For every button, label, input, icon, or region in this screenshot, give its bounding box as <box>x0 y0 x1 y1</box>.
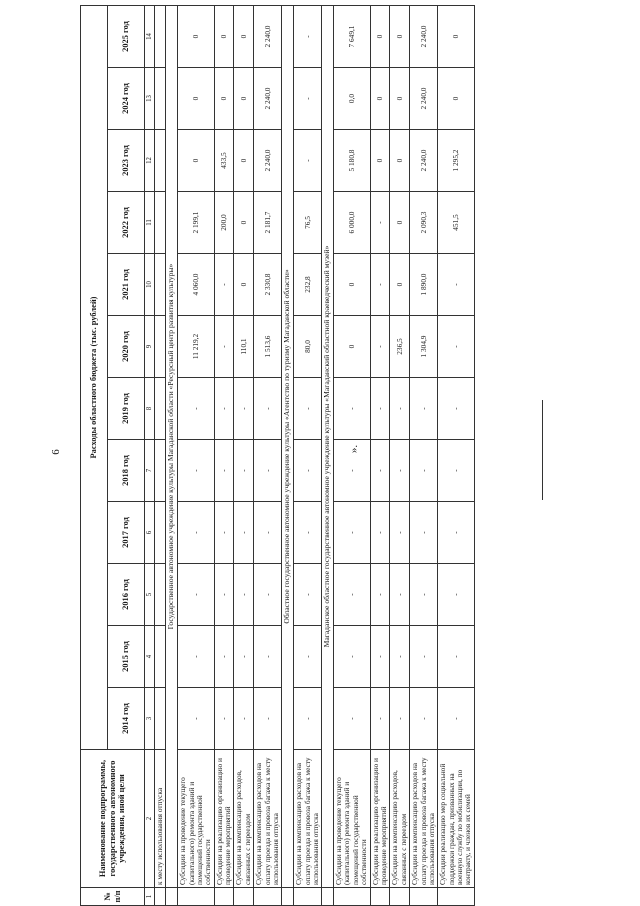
column-number: 6 <box>145 502 155 564</box>
row-value: - <box>214 626 234 688</box>
row-value: - <box>294 68 322 130</box>
row-value: - <box>254 626 282 688</box>
row-value: - <box>370 440 390 502</box>
row-value <box>155 626 166 688</box>
row-value: 2 240,0 <box>254 130 282 192</box>
header-year: 2024 год <box>108 68 145 130</box>
row-value: - <box>410 626 438 688</box>
row-value: 1 304,9 <box>410 316 438 378</box>
column-number: 10 <box>145 254 155 316</box>
row-value <box>155 564 166 626</box>
row-value: - <box>294 378 322 440</box>
row-value: - <box>178 502 215 564</box>
budget-table <box>80 5 475 906</box>
row-name: Субсидии на реализацию организацию и проведение мероприятий <box>370 750 390 888</box>
row-value: 2 240,0 <box>410 68 438 130</box>
row-value: 80,0 <box>294 316 322 378</box>
header-expenses: Расходы областного бюджета (тыс. рублей) <box>81 6 108 750</box>
row-value: 0,0 <box>334 68 371 130</box>
table-row <box>155 6 166 906</box>
row-value: - <box>390 502 410 564</box>
column-number: 12 <box>145 130 155 192</box>
row-name: Субсидии на компенсацию расходов, связанных с переездом <box>390 750 410 888</box>
row-value: - <box>178 688 215 750</box>
column-number: 3 <box>145 688 155 750</box>
row-value: - <box>214 440 234 502</box>
row-name: Субсидии на компенсацию расходов на оплату проезда и провоза багажа к месту использования отпуска <box>294 750 322 888</box>
row-value: 76,5 <box>294 192 322 254</box>
row-value: - <box>294 688 322 750</box>
row-value: - <box>178 440 215 502</box>
row-value: - <box>438 688 475 750</box>
row-value: 0 <box>370 130 390 192</box>
row-num <box>178 888 215 906</box>
table-row <box>214 6 234 906</box>
row-value: - <box>294 130 322 192</box>
column-number: 2 <box>145 750 155 888</box>
section-title-row <box>282 6 294 906</box>
row-value: 0 <box>234 6 254 68</box>
row-value: 0 <box>390 254 410 316</box>
row-value: - <box>234 564 254 626</box>
row-value: - <box>370 254 390 316</box>
row-value: - <box>370 688 390 750</box>
row-value: 2 199,1 <box>178 192 215 254</box>
row-value <box>155 192 166 254</box>
row-value: - <box>370 192 390 254</box>
column-number: 5 <box>145 564 155 626</box>
table-row <box>370 6 390 906</box>
header-num: № п/п <box>81 888 145 906</box>
column-number: 4 <box>145 626 155 688</box>
closing-quote: ». <box>348 444 361 454</box>
header-year: 2021 год <box>108 254 145 316</box>
row-value <box>155 254 166 316</box>
row-value: 0 <box>334 254 371 316</box>
row-value <box>155 378 166 440</box>
row-value <box>155 68 166 130</box>
header-year: 2018 год <box>108 440 145 502</box>
column-number: 7 <box>145 440 155 502</box>
row-value: 0 <box>334 316 371 378</box>
row-value: - <box>438 254 475 316</box>
row-value: - <box>390 440 410 502</box>
row-num <box>438 888 475 906</box>
column-number: 14 <box>145 6 155 68</box>
row-value: 2 240,0 <box>410 130 438 192</box>
header-year: 2025 год <box>108 6 145 68</box>
column-number: 9 <box>145 316 155 378</box>
row-name: Субсидии на проведение текущего (капитального) ремонта зданий и помещений государственной собственности <box>178 750 215 888</box>
row-value: - <box>438 316 475 378</box>
row-name: к месту использования отпуска <box>155 750 166 888</box>
row-value: 0 <box>390 68 410 130</box>
table-row <box>438 6 475 906</box>
row-value: - <box>370 626 390 688</box>
row-num <box>294 888 322 906</box>
row-value: 0 <box>390 6 410 68</box>
row-value: - <box>254 440 282 502</box>
table-row <box>390 6 410 906</box>
page-number: 6 <box>49 449 62 455</box>
row-value: - <box>410 378 438 440</box>
row-value: - <box>410 440 438 502</box>
row-value: 1 890,0 <box>410 254 438 316</box>
row-value: 110,1 <box>234 316 254 378</box>
row-value: 11 219,2 <box>178 316 215 378</box>
section-title: Магаданское областное государственное автономное учреждение культуры «Магаданский областной краеведческий музей» <box>322 6 334 888</box>
row-value: - <box>178 564 215 626</box>
end-line <box>542 400 543 500</box>
row-value: - <box>334 378 371 440</box>
row-value: 200,0 <box>214 192 234 254</box>
column-number: 13 <box>145 68 155 130</box>
header-year: 2023 год <box>108 130 145 192</box>
row-value: 433,5 <box>214 130 234 192</box>
row-value: - <box>438 626 475 688</box>
row-value: - <box>214 316 234 378</box>
row-name: Субсидии на компенсацию расходов на оплату проезда и провоза багажа к месту использования отпуска <box>254 750 282 888</box>
row-value: - <box>390 564 410 626</box>
row-value: - <box>370 316 390 378</box>
row-value: 451,5 <box>438 192 475 254</box>
row-value: 6 000,0 <box>334 192 371 254</box>
row-value: - <box>214 254 234 316</box>
row-value: - <box>334 626 371 688</box>
row-value: - <box>334 440 371 502</box>
table-row <box>294 6 322 906</box>
row-value: - <box>294 502 322 564</box>
rotated-table-wrapper <box>80 6 520 906</box>
header-year: 2014 год <box>108 688 145 750</box>
row-num <box>322 888 334 906</box>
row-num <box>166 888 178 906</box>
row-value: - <box>178 378 215 440</box>
row-value <box>155 6 166 68</box>
row-value: - <box>214 502 234 564</box>
row-value: - <box>254 564 282 626</box>
row-value: - <box>370 502 390 564</box>
header-year: 2022 год <box>108 192 145 254</box>
row-value: 0 <box>370 6 390 68</box>
row-value: - <box>214 564 234 626</box>
section-title-row <box>322 6 334 906</box>
row-value: - <box>234 502 254 564</box>
row-value: 0 <box>234 192 254 254</box>
row-value: - <box>294 564 322 626</box>
table-row <box>410 6 438 906</box>
row-value: 2 330,8 <box>254 254 282 316</box>
row-value: - <box>438 440 475 502</box>
row-value <box>155 440 166 502</box>
header-year: 2020 год <box>108 316 145 378</box>
row-value: - <box>334 502 371 564</box>
row-value <box>155 130 166 192</box>
row-value: 0 <box>370 68 390 130</box>
table-row <box>234 6 254 906</box>
row-value: 0 <box>438 68 475 130</box>
row-num <box>410 888 438 906</box>
row-value: - <box>234 378 254 440</box>
row-value: 0 <box>234 254 254 316</box>
row-value: 0 <box>438 6 475 68</box>
row-value <box>155 502 166 564</box>
row-name: Субсидии на компенсацию расходов на оплату проезда и провоза багажа к месту использования отпуска <box>410 750 438 888</box>
row-value: - <box>214 688 234 750</box>
row-value: - <box>214 378 234 440</box>
row-value: - <box>294 6 322 68</box>
section-title-row <box>166 6 178 906</box>
row-value: 0 <box>234 68 254 130</box>
row-value: - <box>334 564 371 626</box>
table-row <box>178 6 215 906</box>
section-title: Государственное автономное учреждение культуры Магаданской области «Ресурсный центр развития культуры» <box>166 6 178 888</box>
row-name: Субсидии на реализацию организацию и проведение мероприятий <box>214 750 234 888</box>
row-value: 2 181,7 <box>254 192 282 254</box>
row-value: 5 180,8 <box>334 130 371 192</box>
row-value: 0 <box>214 68 234 130</box>
row-num <box>234 888 254 906</box>
row-value <box>155 316 166 378</box>
table-row <box>254 6 282 906</box>
header-year: 2017 год <box>108 502 145 564</box>
row-value: 0 <box>214 6 234 68</box>
row-value: 2 090,3 <box>410 192 438 254</box>
row-value: - <box>178 626 215 688</box>
row-value: 232,8 <box>294 254 322 316</box>
row-name: Субсидии реализацию мер социальной поддержки граждан, призванных на военную службу по мобилизации, по контракту, и членов их семей <box>438 750 475 888</box>
row-value: - <box>294 440 322 502</box>
row-value: - <box>390 378 410 440</box>
row-value: 1 513,6 <box>254 316 282 378</box>
row-value: - <box>254 688 282 750</box>
row-value: - <box>234 626 254 688</box>
row-value: 0 <box>390 192 410 254</box>
header-name: Наименование подпрограммы, государственного автономного учреждения, иной цели <box>81 750 145 888</box>
row-value: - <box>254 502 282 564</box>
row-value: 0 <box>390 130 410 192</box>
header-year: 2015 год <box>108 626 145 688</box>
row-value: - <box>370 564 390 626</box>
row-value: 0 <box>178 6 215 68</box>
row-value: - <box>334 688 371 750</box>
row-value: - <box>390 688 410 750</box>
row-num <box>370 888 390 906</box>
row-num <box>254 888 282 906</box>
row-value: 236,5 <box>390 316 410 378</box>
row-value: 2 240,0 <box>254 6 282 68</box>
row-value: 0 <box>234 130 254 192</box>
row-num <box>155 888 166 906</box>
header-year: 2019 год <box>108 378 145 440</box>
row-name: Субсидии на компенсацию расходов, связанных с переездом <box>234 750 254 888</box>
row-value: - <box>294 626 322 688</box>
row-value: - <box>410 502 438 564</box>
row-value: 0 <box>178 130 215 192</box>
column-number: 1 <box>145 888 155 906</box>
row-value: 0 <box>178 68 215 130</box>
row-num <box>390 888 410 906</box>
row-value: 2 240,0 <box>254 68 282 130</box>
row-value: 7 649,1 <box>334 6 371 68</box>
row-value: 4 060,0 <box>178 254 215 316</box>
row-name: Субсидии на проведение текущего (капитального) ремонта зданий и помещений государственной собственности <box>334 750 371 888</box>
row-value: - <box>254 378 282 440</box>
row-value: - <box>410 564 438 626</box>
row-value: - <box>370 378 390 440</box>
table-row <box>334 6 371 906</box>
column-number: 8 <box>145 378 155 440</box>
section-title: Областное государственное автономное учреждение культуры «Агентство по туризму Магаданской области» <box>282 6 294 888</box>
row-num <box>282 888 294 906</box>
row-value: - <box>234 440 254 502</box>
row-value: - <box>438 502 475 564</box>
row-value: - <box>438 378 475 440</box>
row-value: - <box>390 626 410 688</box>
row-num <box>214 888 234 906</box>
header-year: 2016 год <box>108 564 145 626</box>
row-value: - <box>438 564 475 626</box>
row-value: 2 240,0 <box>410 6 438 68</box>
row-value: - <box>410 688 438 750</box>
row-num <box>334 888 371 906</box>
column-number: 11 <box>145 192 155 254</box>
row-value: - <box>234 688 254 750</box>
row-value: 1 295,2 <box>438 130 475 192</box>
row-value <box>155 688 166 750</box>
